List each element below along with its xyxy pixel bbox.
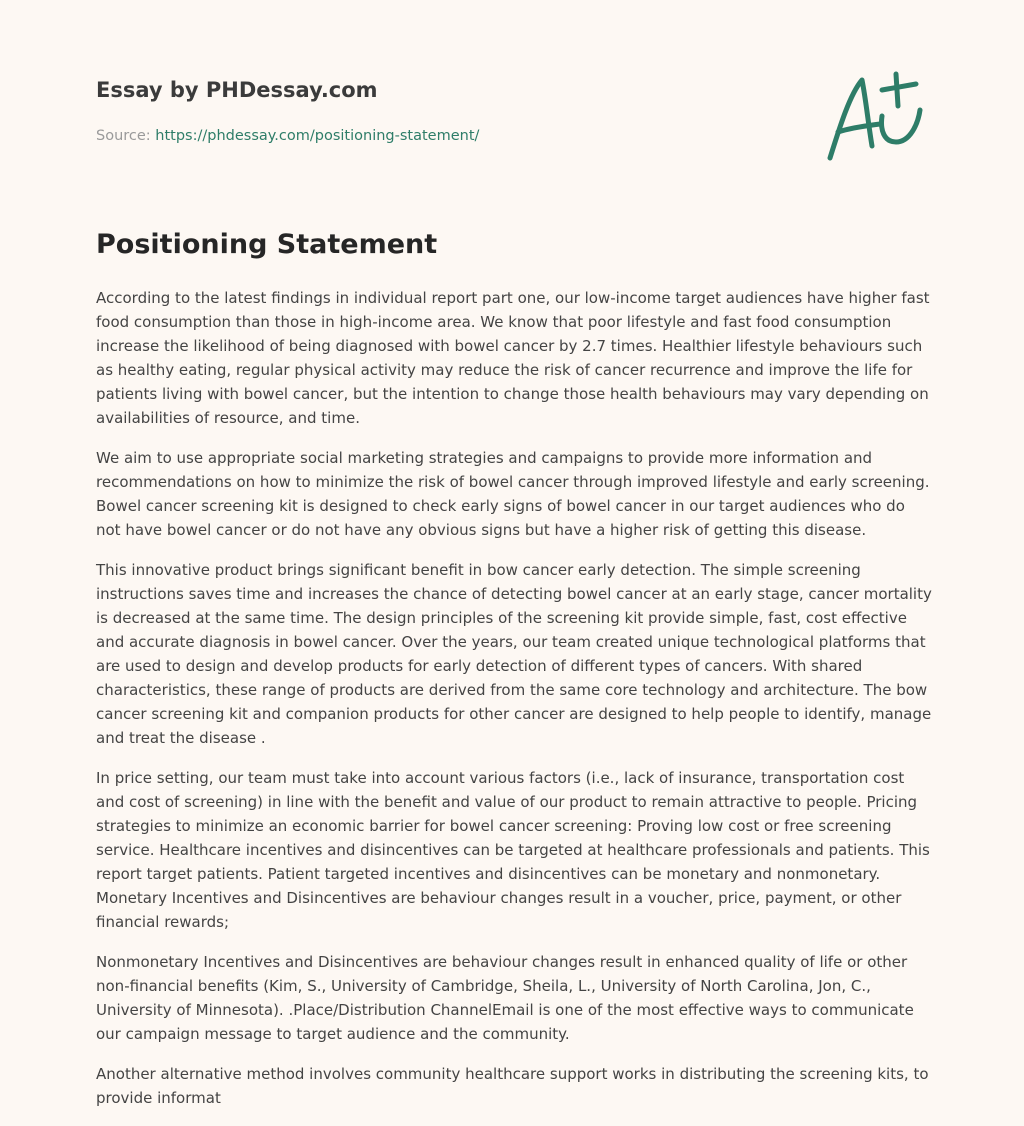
paragraph: This innovative product brings significant benefit in bow cancer early detection. The simple screening instructions saves time and increases the chance of detecting bowel cancer at an early stage, cancer mortality is decreased at the same time. The design principles of the screening kit provide simple, fast, cost effective and accurate diagnosis in bowel cancer. Over the years, our team created unique technological platforms that are used to design and develop products for early detection of different types of cancers. With shared characteristics, these range of products are derived from the same core technology and architecture. The bow cancer screening kit and companion products for other cancer are designed to help people to identify, manage and treat the disease . bbox=[96, 561, 932, 747]
page-title: Positioning Statement bbox=[96, 229, 438, 260]
paragraph: According to the latest findings in individual report part one, our low-income target audiences have higher fast food consumption than those in high-income area. We know that poor lifestyle and fast food consumption increase the likelihood of being diagnosed with bowel cancer by 2.7 times. Healthier lifestyle behaviours such as healthy eating, regular physical activity may reduce the risk of cancer recurrence and improve the life for patients living with bowel cancer, but the intention to change those health behaviours may vary depending on availabilities of resource, and time. bbox=[96, 289, 930, 427]
article-body bbox=[96, 286, 932, 1126]
paragraph: We aim to use appropriate social marketing strategies and campaigns to provide more information and recommendations on how to minimize the risk of bowel cancer through improved lifestyle and early screening. Bowel cancer screening kit is designed to check early signs of bowel cancer in our target audiences who do not have bowel cancer or do not have any obvious signs but have a higher risk of getting this disease. bbox=[96, 449, 930, 539]
paragraph: Another alternative method involves community healthcare support works in distributing the screening kits, to provide informat bbox=[96, 1065, 929, 1107]
paragraph: In price setting, our team must take into account various factors (i.e., lack of insurance, transportation cost and cost of screening) in line with the benefit and value of our product to remain attractive to people. Pricing strategies to minimize an economic barrier for bowel cancer screening: Proving low cost or free screening service. Healthcare incentives and disincentives can be targeted at healthcare professionals and patients. This report target patients. Patient targeted incentives and disincentives can be monetary and nonmonetary. Monetary Incentives and Disincentives are behaviour changes result in a voucher, price, payment, or other financial rewards; bbox=[96, 769, 930, 931]
site-title: Essay by PHDessay.com bbox=[96, 78, 378, 102]
source-label: Source: bbox=[96, 128, 151, 144]
source-line bbox=[96, 126, 928, 146]
source-link[interactable]: https://phdessay.com/positioning-statement/ bbox=[155, 128, 480, 144]
a-plus-logo-icon bbox=[822, 66, 928, 166]
paragraph: Nonmonetary Incentives and Disincentives are behaviour changes result in enhanced quality of life or other non-financial benefits (Kim, S., University of Cambridge, Sheila, L., University of North Carolina, Jon, C., University of Minnesota). .Place/Distribution ChannelEmail is one of the most effective ways to communicate our campaign message to target audience and the community. bbox=[96, 953, 914, 1043]
page-header bbox=[96, 76, 928, 146]
